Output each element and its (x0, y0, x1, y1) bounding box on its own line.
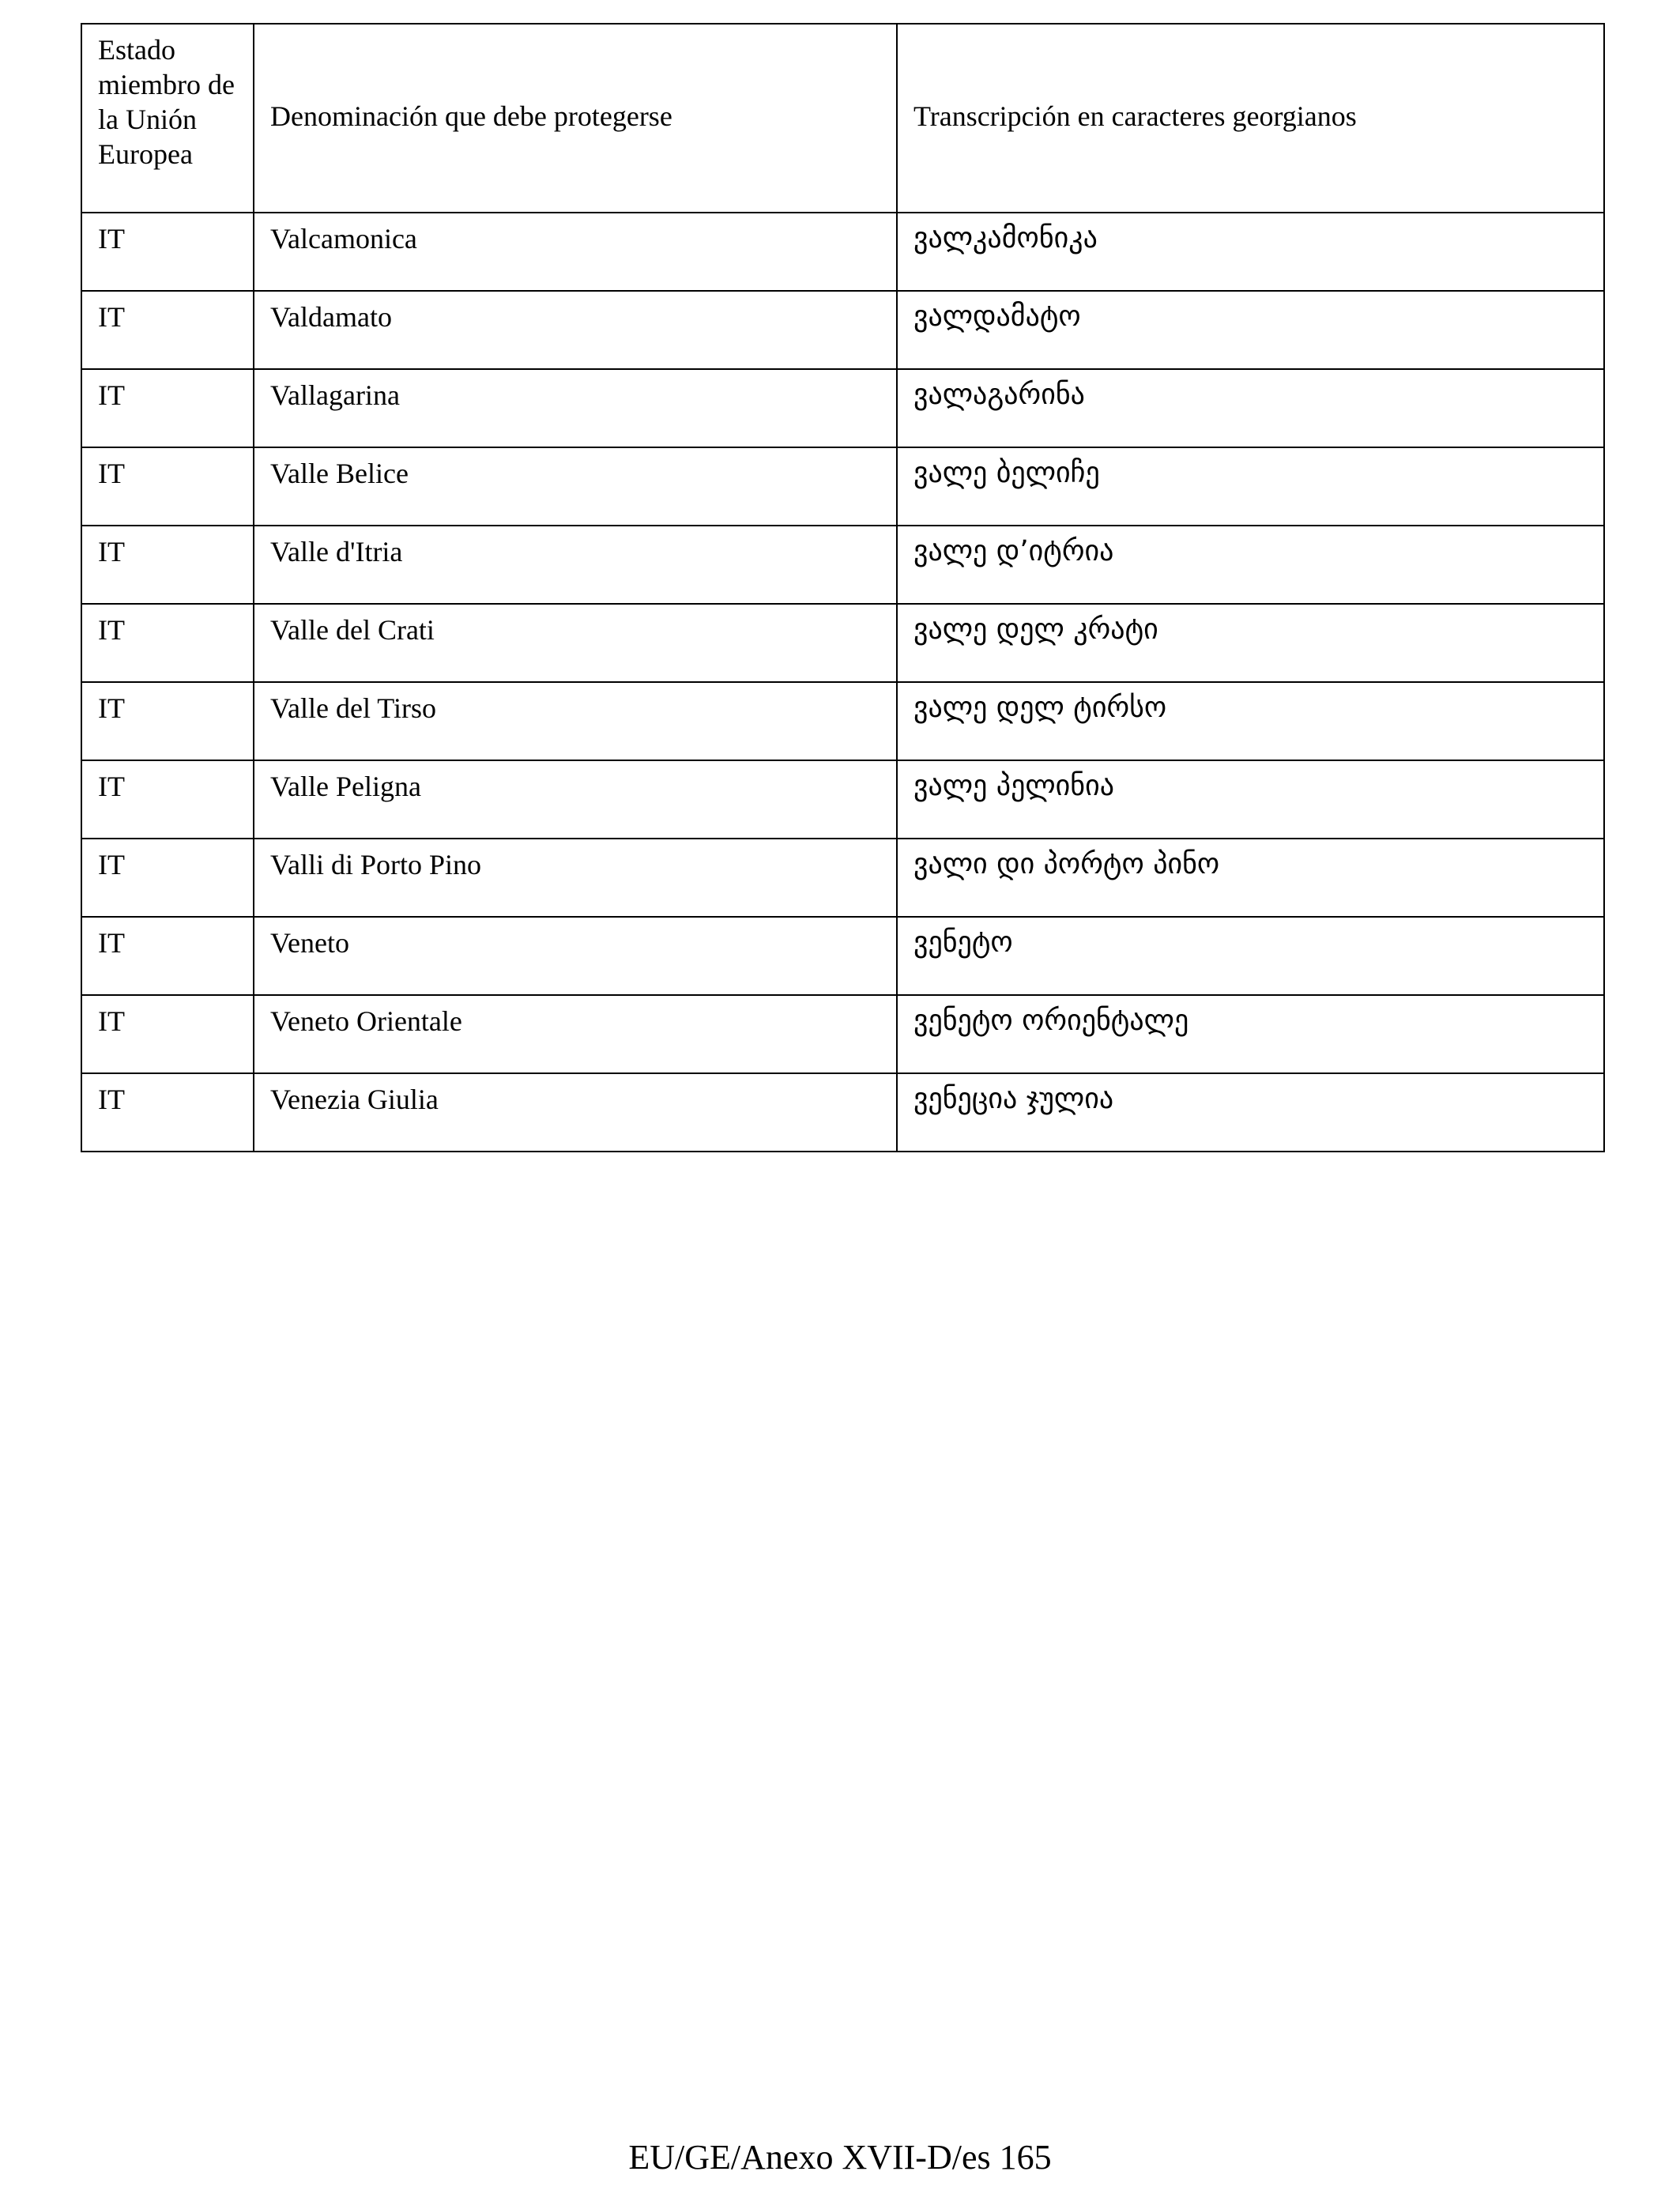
table-row (81, 604, 1604, 682)
cell-protected-name: Vallagarina (254, 369, 897, 447)
cell-protected-name: Valli di Porto Pino (254, 839, 897, 917)
cell-member-state: IT (81, 917, 254, 995)
table-row (81, 291, 1604, 369)
table-row (81, 447, 1604, 526)
cell-georgian-transcription: ვალე დ’იტრია (897, 526, 1604, 604)
cell-member-state: IT (81, 447, 254, 526)
cell-georgian-transcription: ვალაგარინა (897, 369, 1604, 447)
cell-protected-name: Veneto Orientale (254, 995, 897, 1073)
cell-protected-name: Valle del Tirso (254, 682, 897, 760)
table-row (81, 917, 1604, 995)
table-row (81, 839, 1604, 917)
header-georgian-transcription: Transcripción en caracteres georgianos (897, 24, 1604, 213)
cell-georgian-transcription: ვალე პელინია (897, 760, 1604, 839)
cell-protected-name: Valle Peligna (254, 760, 897, 839)
cell-protected-name: Valle del Crati (254, 604, 897, 682)
cell-member-state: IT (81, 760, 254, 839)
cell-georgian-transcription: ვალე დელ ტირსო (897, 682, 1604, 760)
header-protected-name: Denominación que debe protegerse (254, 24, 897, 213)
table-row (81, 682, 1604, 760)
table-header-row (81, 24, 1604, 213)
cell-member-state: IT (81, 682, 254, 760)
cell-georgian-transcription: ვენეცია ჯულია (897, 1073, 1604, 1152)
cell-protected-name: Valdamato (254, 291, 897, 369)
cell-protected-name: Veneto (254, 917, 897, 995)
cell-georgian-transcription: ვალე დელ კრატი (897, 604, 1604, 682)
table-row (81, 995, 1604, 1073)
cell-georgian-transcription: ვალე ბელიჩე (897, 447, 1604, 526)
table-row (81, 760, 1604, 839)
cell-member-state: IT (81, 369, 254, 447)
table-row (81, 526, 1604, 604)
table-row (81, 213, 1604, 291)
cell-georgian-transcription: ვენეტო ორიენტალე (897, 995, 1604, 1073)
cell-member-state: IT (81, 995, 254, 1073)
cell-protected-name: Valle d'Itria (254, 526, 897, 604)
cell-protected-name: Valcamonica (254, 213, 897, 291)
cell-georgian-transcription: ვალკამონიკა (897, 213, 1604, 291)
cell-protected-name: Venezia Giulia (254, 1073, 897, 1152)
cell-georgian-transcription: ვენეტო (897, 917, 1604, 995)
cell-georgian-transcription: ვალდამატო (897, 291, 1604, 369)
geographical-indications-table (81, 23, 1605, 1152)
cell-member-state: IT (81, 526, 254, 604)
cell-member-state: IT (81, 291, 254, 369)
table-row (81, 1073, 1604, 1152)
cell-member-state: IT (81, 1073, 254, 1152)
cell-member-state: IT (81, 839, 254, 917)
table-row (81, 369, 1604, 447)
page-footer-reference: EU/GE/Anexo XVII-D/es 165 (628, 2138, 1052, 2177)
cell-georgian-transcription: ვალი დი პორტო პინო (897, 839, 1604, 917)
header-member-state: Estado miembro de la Unión Europea (81, 24, 254, 213)
cell-member-state: IT (81, 213, 254, 291)
cell-member-state: IT (81, 604, 254, 682)
cell-protected-name: Valle Belice (254, 447, 897, 526)
